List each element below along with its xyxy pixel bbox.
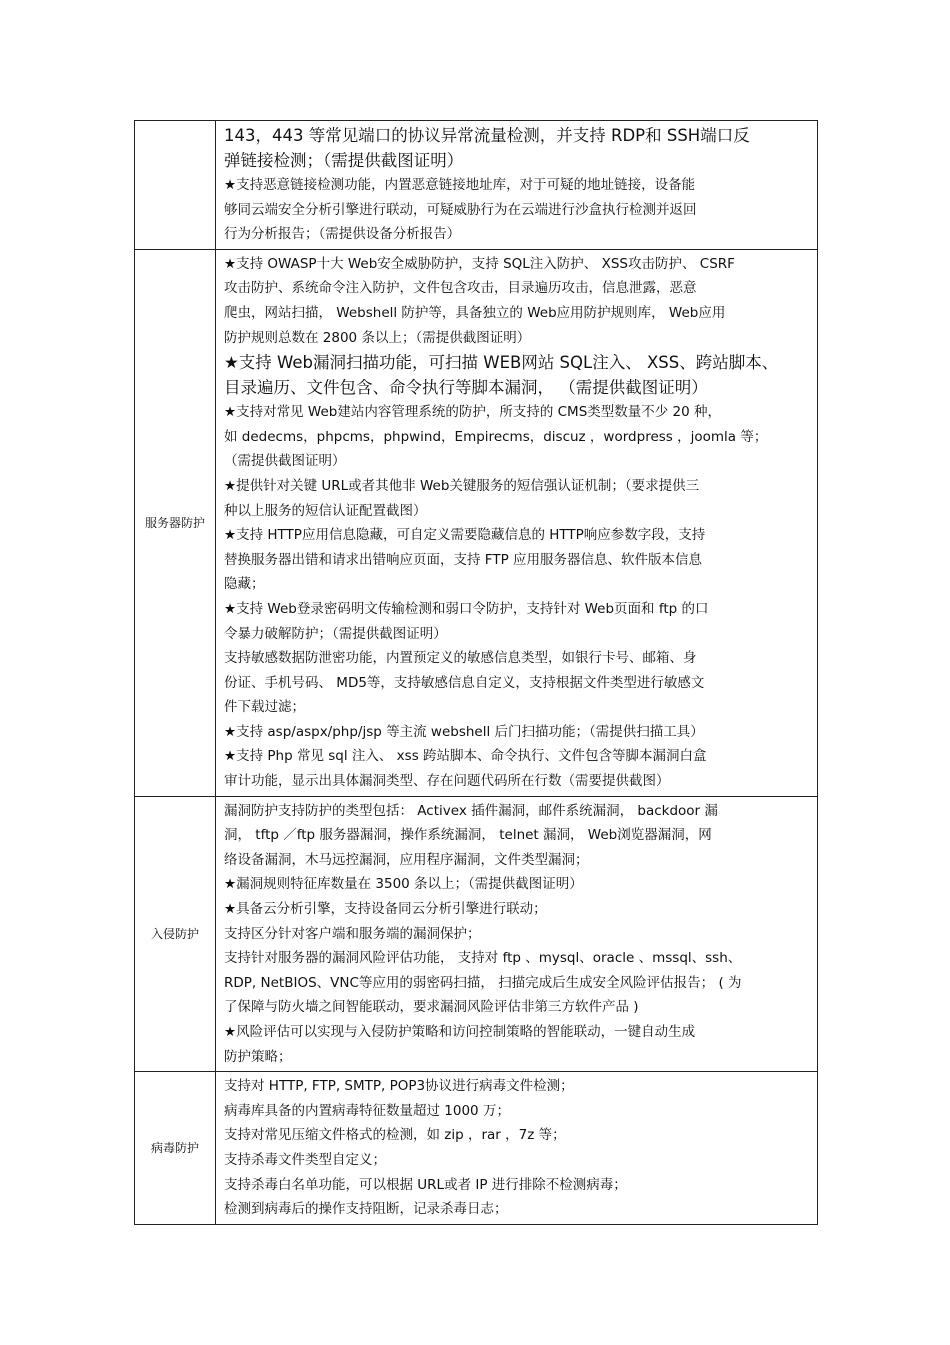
spec-line: 攻击防护、系统命令注入防护，文件包含攻击，目录遍历攻击，信息泄露，恶意: [224, 280, 697, 297]
table-row: [135, 121, 818, 250]
spec-line: ★风险评估可以实现与入侵防护策略和访问控制策略的智能联动，一键自动生成: [224, 1024, 696, 1040]
spec-line: 防护策略；: [224, 1048, 292, 1065]
category-cell: 服务器防护: [135, 249, 216, 796]
spec-line: 件下载过滤；: [224, 699, 305, 716]
spec-table: [134, 120, 818, 1225]
spec-line: ★支持 OWASP十大 Web安全威胁防护，支持 SQL注入防护、 XSS攻击防护、 CSRF: [224, 255, 735, 272]
spec-line: 病毒库具备的内置病毒特征数量超过 1000 万；: [224, 1102, 510, 1119]
spec-line: 如 dedecms，phpcms，phpwind，Empirecms，discuz ，wordpress ，joomla 等；: [224, 428, 768, 445]
category-cell: 病毒防护: [135, 1072, 216, 1225]
category-cell: [135, 121, 216, 250]
spec-line: 爬虫，网站扫描， Webshell 防护等，具备独立的 Web应用防护规则库， Web应用: [224, 304, 726, 321]
spec-line: 令暴力破解防护；（需提供截图证明）: [224, 625, 447, 642]
spec-line: 种以上服务的短信认证配置截图）: [224, 502, 427, 519]
spec-line: 防护规则总数在 2800 条以上；（需提供截图证明）: [224, 329, 531, 346]
spec-cell: [216, 121, 818, 250]
table-row: [135, 796, 818, 1072]
spec-line: （需提供截图证明）: [224, 453, 346, 470]
spec-cell: [216, 796, 818, 1072]
spec-line: 目录遍历、文件包含、命令执行等脚本漏洞， （需提供截图证明）: [224, 378, 708, 398]
spec-line: ★支持 asp/aspx/php/jsp 等主流 webshell 后门扫描功能；（需提供扫描工具）: [224, 723, 704, 740]
spec-line: 检测到病毒后的操作支持阻断，记录杀毒日志；: [224, 1201, 508, 1218]
spec-line: 漏洞防护支持防护的类型包括： Activex 插件漏洞，邮件系统漏洞， backdoor 漏: [224, 802, 718, 819]
spec-line: 支持区分针对客户端和服务端的漏洞保护；: [224, 925, 481, 942]
table-row: [135, 1072, 818, 1225]
spec-line: 支持对常见压缩文件格式的检测，如 zip ，rar ，7z 等；: [224, 1127, 566, 1144]
spec-line: 支持针对服务器的漏洞风险评估功能， 支持对 ftp 、mysql、oracle 、mssql、ssh、: [224, 950, 742, 967]
spec-line: ★支持对常见 Web建站内容管理系统的防护，所支持的 CMS类型数量不少 20 种，: [224, 404, 722, 421]
spec-line: ★支持 Web漏洞扫描功能，可扫描 WEB网站 SQL注入、 XSS、跨站脚本、: [224, 353, 779, 373]
spec-line: 143，443 等常见端口的协议异常流量检测，并支持 RDP和 SSH端口反: [224, 126, 750, 145]
category-cell: 入侵防护: [135, 796, 216, 1072]
spec-line: 洞， tftp ／ftp 服务器漏洞，操作系统漏洞， telnet 漏洞， Web浏览器漏洞，网: [224, 827, 712, 844]
spec-line: 替换服务器出错和请求出错响应页面，支持 FTP 应用服务器信息、软件版本信息: [224, 551, 702, 568]
spec-line: 支持敏感数据防泄密功能，内置预定义的敏感信息类型，如银行卡号、邮箱、身: [224, 650, 697, 667]
spec-line: 支持对 HTTP, FTP, SMTP, POP3协议进行病毒文件检测；: [224, 1078, 574, 1095]
spec-line: ★提供针对关键 URL或者其他非 Web关键服务的短信强认证机制；（要求提供三: [224, 477, 700, 494]
spec-line: 支持杀毒文件类型自定义；: [224, 1151, 386, 1168]
spec-line: ★支持恶意链接检测功能，内置恶意链接地址库，对于可疑的地址链接，设备能: [224, 177, 696, 193]
spec-line: ★支持 Php 常见 sql 注入、 xss 跨站脚本、命令执行、文件包含等脚本漏洞白盒: [224, 748, 707, 765]
spec-line: 隐藏；: [224, 576, 265, 593]
spec-cell: [216, 249, 818, 796]
spec-line: 了保障与防火墙之间智能联动，要求漏洞风险评估非第三方软件产品 ): [224, 999, 639, 1016]
spec-line: ★具备云分析引擎，支持设备同云分析引擎进行联动；: [224, 901, 547, 918]
spec-line: 审计功能，显示出具体漏洞类型、存在问题代码所在行数（需要提供截图）: [224, 773, 670, 790]
spec-line: ★支持 HTTP应用信息隐藏，可自定义需要隐藏信息的 HTTP响应参数字段，支持: [224, 527, 706, 544]
spec-cell: [216, 1072, 818, 1225]
spec-line: 份证、手机号码、 MD5等，支持敏感信息自定义，支持根据文件类型进行敏感文: [224, 674, 705, 691]
spec-line: 络设备漏洞，木马远控漏洞，应用程序漏洞，文件类型漏洞；: [224, 851, 589, 868]
spec-line: 够同云端安全分析引擎进行联动，可疑威胁行为在云端进行沙盒执行检测并返回: [224, 201, 697, 218]
spec-line: 弹链接检测；（需提供截图证明）: [224, 151, 464, 170]
spec-line: ★漏洞规则特征库数量在 3500 条以上；（需提供截图证明）: [224, 876, 583, 893]
spec-line: RDP, NetBIOS、VNC等应用的弱密码扫描， 扫描完成后生成安全风险评估报告； ( 为: [224, 974, 742, 991]
spec-line: 支持杀毒白名单功能，可以根据 URL或者 IP 进行排除不检测病毒；: [224, 1176, 627, 1193]
spec-line: ★支持 Web登录密码明文传输检测和弱口令防护，支持针对 Web页面和 ftp 的口: [224, 600, 709, 617]
table-row: [135, 249, 818, 796]
spec-line: 行为分析报告；（需提供设备分析报告）: [224, 226, 461, 243]
